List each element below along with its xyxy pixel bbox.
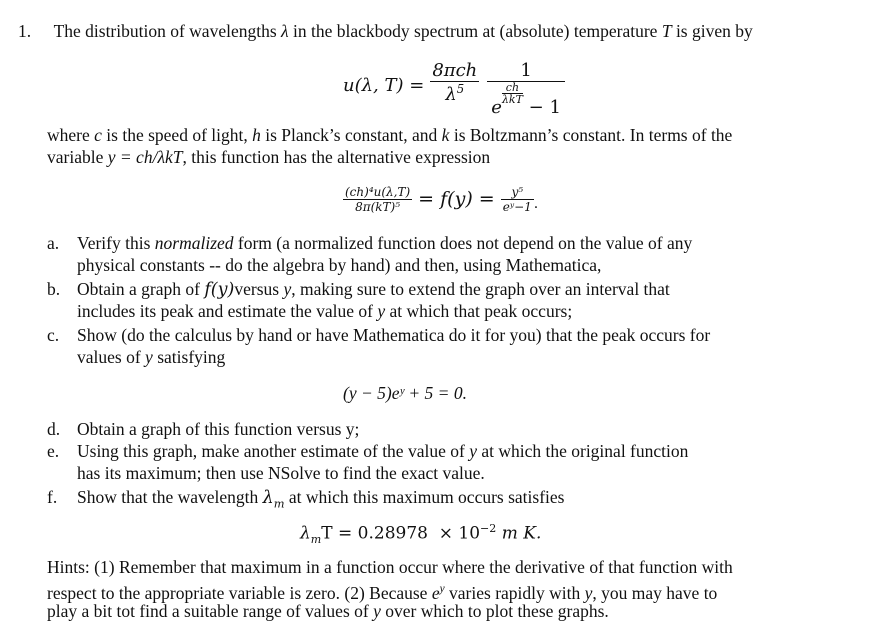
emphasis: normalized bbox=[154, 233, 234, 253]
item-c-line2 bbox=[77, 346, 225, 368]
eq2-rhs-denominator: eʸ−1 bbox=[502, 199, 532, 214]
y-definition: y = ch/λkT bbox=[107, 147, 183, 167]
text: at which that peak occurs; bbox=[385, 301, 573, 321]
unit: m K. bbox=[496, 523, 542, 544]
equation-normalized bbox=[343, 176, 538, 222]
equation-planck bbox=[343, 52, 565, 118]
eq1-frac1-denominator: λ bbox=[445, 83, 457, 105]
item-e-line2: has its maximum; then use NSolve to find the exact value. bbox=[77, 463, 485, 483]
y-symbol: y bbox=[584, 582, 593, 603]
y-symbol: y bbox=[373, 601, 381, 621]
item-a-line2: physical constants -- do the algebra by hand) and then, using Mathematica, bbox=[77, 255, 602, 275]
text: versus bbox=[234, 279, 284, 299]
period: . bbox=[533, 196, 539, 212]
eq2-lhs-denominator: 8π(kT)⁵ bbox=[343, 199, 412, 214]
lambda-symbol: λ bbox=[281, 21, 289, 41]
exp-denominator: λkT bbox=[501, 93, 523, 106]
eq1-fraction-2 bbox=[487, 60, 565, 118]
item-label: c. bbox=[47, 325, 60, 345]
text: is Planck’s constant, and bbox=[260, 125, 442, 145]
euler-e: e bbox=[491, 97, 502, 118]
eq2-rhs-numerator: y⁵ bbox=[511, 184, 524, 199]
eq2-middle: = f(y) = bbox=[412, 188, 501, 210]
temperature-symbol: T bbox=[661, 21, 672, 41]
item-label: b. bbox=[47, 279, 61, 299]
intro-text: The distribution of wavelengths bbox=[53, 21, 282, 41]
text: , this function has the alternative expression bbox=[182, 147, 491, 167]
item-label: f. bbox=[47, 487, 58, 507]
text: Verify this bbox=[77, 233, 155, 253]
hints-line1: Hints: (1) Remember that maximum in a function occur where the derivative of that function with bbox=[47, 557, 733, 577]
wien-value: T = 0.28978 × 10 bbox=[321, 523, 481, 544]
equation-peak-condition: (y − 5)eʸ + 5 = 0. bbox=[343, 383, 467, 403]
item-label: a. bbox=[47, 233, 60, 253]
euler-e: e bbox=[431, 582, 440, 603]
eq1-frac1-numerator: 8πch bbox=[432, 59, 478, 81]
h-symbol: h bbox=[252, 125, 261, 145]
text: respect to the appropriate variable is zero. (2) Because bbox=[47, 582, 432, 603]
hints-line3 bbox=[47, 600, 609, 622]
item-d-line1 bbox=[47, 418, 359, 440]
text: Obtain a graph of this function versus y; bbox=[77, 419, 360, 439]
problem-number: 1. bbox=[18, 21, 32, 41]
para-constants-line1 bbox=[47, 124, 732, 146]
eq2-rhs-fraction bbox=[501, 185, 534, 214]
item-e-line1 bbox=[47, 440, 688, 462]
subscript-m: m bbox=[273, 496, 285, 511]
lambda-symbol: λ bbox=[262, 488, 274, 508]
problem-intro bbox=[18, 20, 753, 42]
minus-one: − 1 bbox=[522, 97, 561, 118]
exp-numerator: ch bbox=[505, 81, 520, 94]
eq2-lhs-fraction bbox=[343, 185, 412, 214]
equation-wien bbox=[300, 518, 541, 551]
y-symbol: y bbox=[283, 279, 292, 299]
item-label: d. bbox=[47, 419, 61, 439]
text: varies rapidly with bbox=[444, 582, 585, 603]
text: over which to plot these graphs. bbox=[380, 601, 609, 621]
eq1-exponent-fraction bbox=[502, 82, 523, 105]
eq1-lhs: u(λ, T) = bbox=[343, 74, 425, 96]
k-symbol: k bbox=[441, 125, 450, 145]
eq1-frac2-numerator: 1 bbox=[520, 60, 532, 81]
text: variable bbox=[47, 147, 108, 167]
y-symbol: y bbox=[145, 347, 153, 367]
eq1-exponent: 5 bbox=[456, 81, 465, 96]
text: includes its peak and estimate the value of bbox=[77, 301, 378, 321]
text: Using this graph, make another estimate of the value of bbox=[77, 441, 470, 461]
text: form (a normalized function does not depend on the value of any bbox=[233, 233, 693, 253]
eq1-fraction-1 bbox=[430, 60, 479, 105]
text: , you may have to bbox=[592, 582, 718, 603]
c-symbol: c bbox=[94, 125, 102, 145]
text: play a bit tot find a suitable range of values of bbox=[47, 601, 374, 621]
y-symbol: y bbox=[469, 441, 477, 461]
exponent: −2 bbox=[480, 522, 497, 535]
intro-text: in the blackbody spectrum at (absolute) temperature bbox=[288, 21, 662, 41]
item-b-line1 bbox=[47, 278, 670, 301]
text: is the speed of light, bbox=[101, 125, 253, 145]
text: at which this maximum occurs satisfies bbox=[284, 487, 565, 507]
eq2-lhs-numerator: (ch)⁴u(λ,T) bbox=[345, 184, 411, 199]
text: , making sure to extend the graph over an interval that bbox=[291, 279, 670, 299]
text: values of bbox=[77, 347, 146, 367]
text: Obtain a graph of bbox=[77, 279, 205, 299]
exponent-y: y bbox=[439, 583, 445, 595]
lambda-symbol: λ bbox=[300, 523, 311, 544]
f-of-y: f(y) bbox=[204, 280, 235, 300]
intro-text: is given by bbox=[671, 21, 753, 41]
text: satisfying bbox=[152, 347, 226, 367]
item-b-line2 bbox=[77, 300, 572, 322]
text: Show (do the calculus by hand or have Mathematica do it for you) that the peak occurs for bbox=[77, 325, 711, 345]
subscript-m: m bbox=[310, 533, 322, 547]
text: where bbox=[47, 125, 95, 145]
item-a-line1 bbox=[47, 232, 692, 254]
item-label: e. bbox=[47, 441, 60, 461]
y-symbol: y bbox=[377, 301, 386, 321]
item-f-line1 bbox=[47, 486, 564, 515]
para-constants-line2 bbox=[47, 146, 490, 168]
item-c-line1 bbox=[47, 324, 710, 346]
text: Show that the wavelength bbox=[77, 487, 263, 507]
text: is Boltzmann’s constant. In terms of the bbox=[449, 125, 733, 145]
text: at which the original function bbox=[476, 441, 689, 461]
